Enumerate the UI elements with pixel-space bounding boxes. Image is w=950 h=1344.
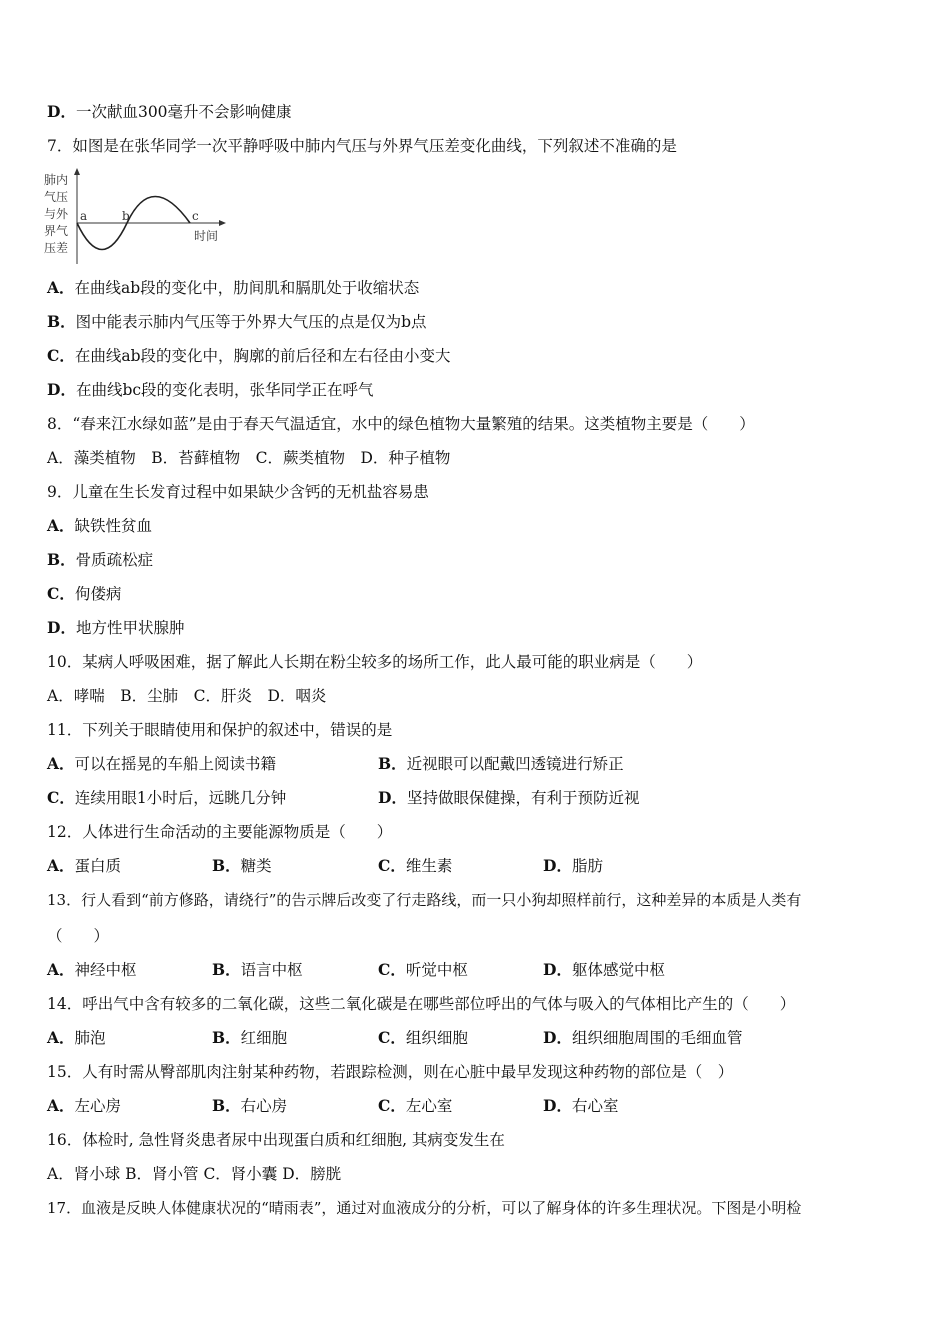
q12-option-b[interactable]: B．糖类 bbox=[212, 856, 272, 875]
q8-stem: 8．“春来江水绿如蓝”是由于春天气温适宜，水中的绿色植物大量繁殖的结果。这类植物主要是（ ） bbox=[47, 415, 755, 433]
q7-option-b[interactable]: B．图中能表示肺内气压等于外界大气压的点是仅为b点 bbox=[47, 312, 427, 331]
q9-option-d[interactable]: D．地方性甲状腺肿 bbox=[47, 618, 185, 637]
q15-option-b[interactable]: B．右心房 bbox=[212, 1096, 288, 1115]
q14-option-b[interactable]: B．红细胞 bbox=[212, 1028, 288, 1047]
q14-stem: 14．呼出气中含有较多的二氧化碳，这些二氧化碳是在哪些部位呼出的气体与吸入的气体相比产生的（ ） bbox=[47, 995, 796, 1013]
q15-stem: 15．人有时需从臀部肌肉注射某种药物，若跟踪检测，则在心脏中最早发现这种药物的部位是（ ） bbox=[47, 1063, 734, 1081]
q17-stem: 17．血液是反映人体健康状况的“晴雨表”，通过对血液成分的分析，可以了解身体的许多生理状况。下图是小明检 bbox=[47, 1199, 802, 1217]
q7-option-a[interactable]: A．在曲线ab段的变化中，肋间肌和膈肌处于收缩状态 bbox=[47, 278, 420, 297]
q9-option-b[interactable]: B．骨质疏松症 bbox=[47, 550, 154, 569]
q12-option-c[interactable]: C．维生素 bbox=[378, 856, 453, 875]
q13-option-d[interactable]: D．躯体感觉中枢 bbox=[543, 960, 665, 979]
graph-xlabel: 时间 bbox=[194, 229, 219, 243]
q13-stem-cont: （ ） bbox=[47, 927, 110, 945]
q15-option-c[interactable]: C．左心室 bbox=[378, 1096, 453, 1115]
q11-option-b[interactable]: B．近视眼可以配戴凹透镜进行矫正 bbox=[378, 754, 624, 773]
q16-stem: 16．体检时, 急性肾炎患者尿中出现蛋白质和红细胞, 其病变发生在 bbox=[47, 1131, 505, 1149]
q14-option-c[interactable]: C．组织细胞 bbox=[378, 1028, 468, 1047]
q8-options[interactable]: A．藻类植物 B．苔藓植物 C．蕨类植物 D．种子植物 bbox=[47, 449, 451, 467]
pressure-difference-graph bbox=[42, 168, 232, 268]
graph-y-arrow bbox=[74, 168, 80, 175]
q9-option-c[interactable]: C．佝偻病 bbox=[47, 584, 122, 603]
graph-point-c: c bbox=[192, 209, 199, 223]
q13-option-b[interactable]: B．语言中枢 bbox=[212, 960, 303, 979]
graph-point-b: b bbox=[122, 209, 130, 223]
graph-ylabel-3: 与外 bbox=[44, 207, 69, 221]
q13-option-a[interactable]: A．神经中枢 bbox=[47, 960, 137, 979]
graph-x-arrow bbox=[219, 220, 226, 226]
q7-option-c[interactable]: C．在曲线ab段的变化中，胸廓的前后径和左右径由小变大 bbox=[47, 346, 451, 365]
q11-option-d[interactable]: D．坚持做眼保健操，有利于预防近视 bbox=[378, 788, 640, 807]
q11-option-c[interactable]: C．连续用眼1小时后，远眺几分钟 bbox=[47, 788, 287, 807]
q10-stem: 10．某病人呼吸困难，据了解此人长期在粉尘较多的场所工作，此人最可能的职业病是（ ） bbox=[47, 653, 703, 671]
graph-ylabel-5: 压差 bbox=[44, 241, 69, 255]
graph-ylabel-2: 气压 bbox=[44, 190, 69, 204]
q6-option-d: D．一次献血300毫升不会影响健康 bbox=[47, 102, 292, 121]
graph-point-a: a bbox=[80, 209, 88, 223]
q14-option-d[interactable]: D．组织细胞周围的毛细血管 bbox=[543, 1028, 743, 1047]
q11-option-a[interactable]: A．可以在摇晃的车船上阅读书籍 bbox=[47, 754, 277, 773]
q13-stem: 13．行人看到“前方修路，请绕行”的告示牌后改变了行走路线，而一只小狗却照样前行，这种差异的本质是人类有 bbox=[47, 891, 802, 909]
graph-ylabel-1: 肺内 bbox=[44, 173, 69, 187]
q10-options[interactable]: A．哮喘 B．尘肺 C．肝炎 D．咽炎 bbox=[47, 687, 327, 705]
q12-stem: 12．人体进行生命活动的主要能源物质是（ ） bbox=[47, 823, 393, 841]
q16-options[interactable]: A．肾小球 B．肾小管 C．肾小囊 D．膀胱 bbox=[47, 1165, 342, 1183]
q9-option-a[interactable]: A．缺铁性贫血 bbox=[47, 516, 153, 535]
q14-option-a[interactable]: A．肺泡 bbox=[47, 1028, 106, 1047]
graph-ylabel-4: 界气 bbox=[44, 224, 69, 238]
q13-option-c[interactable]: C．听觉中枢 bbox=[378, 960, 468, 979]
q15-option-a[interactable]: A．左心房 bbox=[47, 1096, 122, 1115]
q12-option-d[interactable]: D．脂肪 bbox=[543, 856, 603, 875]
q9-stem: 9．儿童在生长发育过程中如果缺少含钙的无机盐容易患 bbox=[47, 483, 429, 501]
q7-option-d[interactable]: D．在曲线bc段的变化表明，张华同学正在呼气 bbox=[47, 380, 374, 399]
q15-option-d[interactable]: D．右心室 bbox=[543, 1096, 619, 1115]
q11-stem: 11．下列关于眼睛使用和保护的叙述中，错误的是 bbox=[47, 721, 393, 739]
q7-stem: 7．如图是在张华同学一次平静呼吸中肺内气压与外界气压差变化曲线，下列叙述不准确的是 bbox=[47, 137, 677, 155]
q12-option-a[interactable]: A．蛋白质 bbox=[47, 856, 122, 875]
